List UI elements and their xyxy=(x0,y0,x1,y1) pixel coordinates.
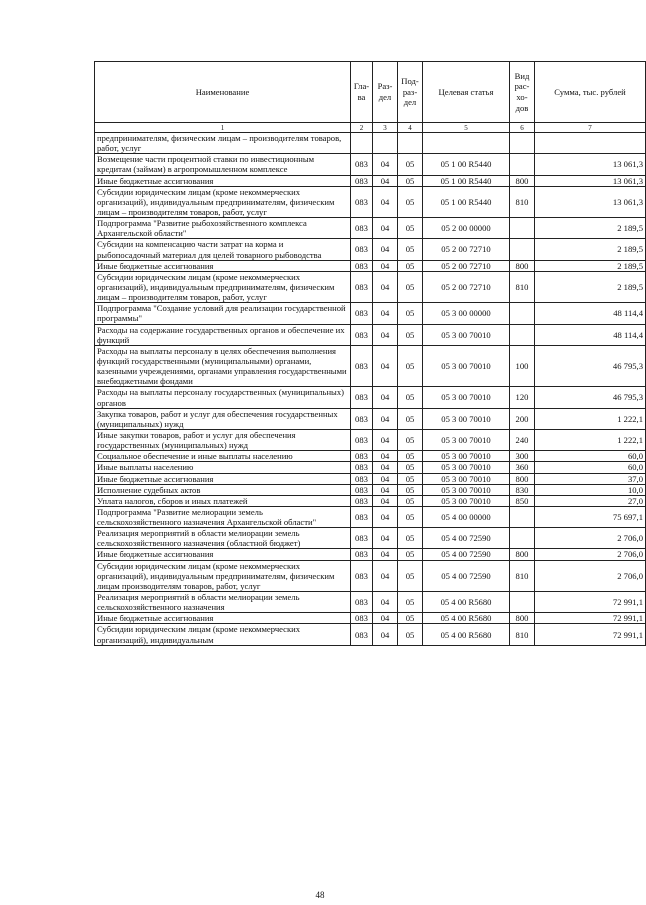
column-number: 6 xyxy=(510,123,535,133)
row-name-cell: Иные выплаты населению xyxy=(95,462,351,473)
row-summa-cell: 1 222,1 xyxy=(535,408,646,429)
row-summa-cell: 75 697,1 xyxy=(535,506,646,527)
row-celevaya-cell: 05 3 00 70010 xyxy=(423,495,510,506)
row-name-cell: Закупка товаров, работ и услуг для обеспечения государственных (муниципальных) нужд xyxy=(95,408,351,429)
page-number: 48 xyxy=(315,890,325,900)
row-celevaya-cell: 05 4 00 R5680 xyxy=(423,624,510,645)
row-celevaya-cell: 05 4 00 72590 xyxy=(423,560,510,591)
table-row xyxy=(95,324,646,345)
table-row xyxy=(95,271,646,302)
row-celevaya-cell: 05 3 00 70010 xyxy=(423,429,510,450)
row-razdel-cell: 04 xyxy=(373,592,398,613)
row-name-cell: предпринимателям, физическим лицам – производителям товаров, работ, услуг xyxy=(95,133,351,154)
row-podrazdel-cell: 05 xyxy=(398,186,423,217)
row-podrazdel-cell: 05 xyxy=(398,528,423,549)
row-summa-cell: 1 222,1 xyxy=(535,429,646,450)
row-name-cell: Реализация мероприятий в области мелиорации земель сельскохозяйственного назначения xyxy=(95,592,351,613)
table-row xyxy=(95,495,646,506)
row-razdel-cell: 04 xyxy=(373,303,398,324)
table-row xyxy=(95,451,646,462)
row-summa-cell: 13 061,3 xyxy=(535,154,646,175)
row-vid-cell: 800 xyxy=(510,473,535,484)
row-glava-cell: 083 xyxy=(351,560,373,591)
row-glava-cell: 083 xyxy=(351,473,373,484)
row-podrazdel-cell: 05 xyxy=(398,560,423,591)
table-row xyxy=(95,345,646,387)
table-row xyxy=(95,473,646,484)
row-vid-cell: 810 xyxy=(510,624,535,645)
row-podrazdel-cell: 05 xyxy=(398,271,423,302)
header-row xyxy=(95,62,646,123)
row-vid-cell: 240 xyxy=(510,429,535,450)
header-glava: Гла-ва xyxy=(351,62,373,123)
row-glava-cell: 083 xyxy=(351,624,373,645)
row-summa-cell: 46 795,3 xyxy=(535,387,646,408)
row-podrazdel-cell: 05 xyxy=(398,549,423,560)
row-podrazdel-cell: 05 xyxy=(398,387,423,408)
row-podrazdel-cell: 05 xyxy=(398,429,423,450)
table-body xyxy=(95,133,646,646)
row-name-cell: Субсидии юридическим лицам (кроме некоммерческих организаций), индивидуальным предпринимателям, физическим лицам производителям товаров, работ, услуг xyxy=(95,560,351,591)
column-number-row xyxy=(95,123,646,133)
row-razdel-cell: 04 xyxy=(373,484,398,495)
row-summa-cell: 2 189,5 xyxy=(535,260,646,271)
row-glava-cell: 083 xyxy=(351,218,373,239)
table-row xyxy=(95,154,646,175)
row-razdel-cell: 04 xyxy=(373,239,398,260)
row-summa-cell: 60,0 xyxy=(535,462,646,473)
row-podrazdel-cell: 05 xyxy=(398,484,423,495)
row-summa-cell: 48 114,4 xyxy=(535,324,646,345)
row-name-cell: Иные бюджетные ассигнования xyxy=(95,549,351,560)
row-vid-cell: 810 xyxy=(510,560,535,591)
row-razdel-cell: 04 xyxy=(373,387,398,408)
row-podrazdel-cell: 05 xyxy=(398,303,423,324)
row-podrazdel-cell: 05 xyxy=(398,592,423,613)
table-row xyxy=(95,303,646,324)
column-number: 7 xyxy=(535,123,646,133)
table-row xyxy=(95,528,646,549)
table-row xyxy=(95,218,646,239)
row-razdel-cell: 04 xyxy=(373,324,398,345)
header-name: Наименование xyxy=(95,62,351,123)
row-glava-cell: 083 xyxy=(351,186,373,217)
row-summa-cell: 2 706,0 xyxy=(535,549,646,560)
row-vid-cell xyxy=(510,239,535,260)
table-row xyxy=(95,429,646,450)
row-razdel-cell: 04 xyxy=(373,218,398,239)
row-vid-cell xyxy=(510,218,535,239)
row-glava-cell: 083 xyxy=(351,175,373,186)
row-celevaya-cell: 05 1 00 R5440 xyxy=(423,154,510,175)
row-razdel-cell: 04 xyxy=(373,613,398,624)
row-celevaya-cell: 05 3 00 70010 xyxy=(423,473,510,484)
row-name-cell: Субсидии юридическим лицам (кроме некоммерческих организаций), индивидуальным предпринимателям, физическим лицам – производителям товаров, работ, услуг xyxy=(95,186,351,217)
row-vid-cell xyxy=(510,528,535,549)
row-celevaya-cell: 05 2 00 72710 xyxy=(423,239,510,260)
row-celevaya-cell: 05 3 00 70010 xyxy=(423,408,510,429)
row-name-cell: Расходы на содержание государственных органов и обеспечение их функций xyxy=(95,324,351,345)
row-podrazdel-cell: 05 xyxy=(398,613,423,624)
row-glava-cell: 083 xyxy=(351,462,373,473)
row-summa-cell: 72 991,1 xyxy=(535,624,646,645)
row-name-cell: Иные бюджетные ассигнования xyxy=(95,175,351,186)
row-vid-cell: 800 xyxy=(510,549,535,560)
row-celevaya-cell: 05 3 00 70010 xyxy=(423,345,510,387)
row-summa-cell: 2 706,0 xyxy=(535,528,646,549)
row-name-cell: Расходы на выплаты персоналу государственных (муниципальных) органов xyxy=(95,387,351,408)
row-podrazdel-cell: 05 xyxy=(398,462,423,473)
row-glava-cell: 083 xyxy=(351,345,373,387)
header-celevaya: Целевая статья xyxy=(423,62,510,123)
row-celevaya-cell: 05 3 00 70010 xyxy=(423,324,510,345)
row-vid-cell: 300 xyxy=(510,451,535,462)
row-summa-cell: 2 706,0 xyxy=(535,560,646,591)
row-razdel-cell: 04 xyxy=(373,451,398,462)
row-summa-cell: 2 189,5 xyxy=(535,218,646,239)
row-vid-cell xyxy=(510,133,535,154)
row-vid-cell xyxy=(510,324,535,345)
row-summa-cell: 60,0 xyxy=(535,451,646,462)
table-row xyxy=(95,624,646,645)
row-summa-cell: 2 189,5 xyxy=(535,271,646,302)
row-name-cell: Иные закупки товаров, работ и услуг для обеспечения государственных (муниципальных) нужд xyxy=(95,429,351,450)
row-podrazdel-cell: 05 xyxy=(398,624,423,645)
row-glava-cell xyxy=(351,133,373,154)
row-name-cell: Субсидии юридическим лицам (кроме некоммерческих организаций), индивидуальным xyxy=(95,624,351,645)
table-row xyxy=(95,613,646,624)
row-summa-cell: 2 189,5 xyxy=(535,239,646,260)
row-podrazdel-cell: 05 xyxy=(398,154,423,175)
row-podrazdel-cell: 05 xyxy=(398,345,423,387)
row-celevaya-cell: 05 4 00 00000 xyxy=(423,506,510,527)
row-vid-cell: 810 xyxy=(510,271,535,302)
row-name-cell: Реализация мероприятий в области мелиорации земель сельскохозяйственного назначения (областной бюджет) xyxy=(95,528,351,549)
row-vid-cell: 830 xyxy=(510,484,535,495)
row-razdel-cell: 04 xyxy=(373,186,398,217)
row-celevaya-cell: 05 1 00 R5440 xyxy=(423,186,510,217)
row-vid-cell xyxy=(510,154,535,175)
row-name-cell: Возмещение части процентной ставки по инвестиционным кредитам (займам) в агропромышленном комплексе xyxy=(95,154,351,175)
row-podrazdel-cell: 05 xyxy=(398,451,423,462)
row-glava-cell: 083 xyxy=(351,408,373,429)
row-vid-cell: 850 xyxy=(510,495,535,506)
table-row xyxy=(95,484,646,495)
row-vid-cell: 800 xyxy=(510,613,535,624)
row-celevaya-cell: 05 2 00 72710 xyxy=(423,271,510,302)
row-glava-cell: 083 xyxy=(351,271,373,302)
row-glava-cell: 083 xyxy=(351,239,373,260)
header-podrazdel: Под-раз-дел xyxy=(398,62,423,123)
row-glava-cell: 083 xyxy=(351,506,373,527)
row-glava-cell: 083 xyxy=(351,324,373,345)
row-summa-cell xyxy=(535,133,646,154)
row-glava-cell: 083 xyxy=(351,303,373,324)
row-glava-cell: 083 xyxy=(351,484,373,495)
row-razdel-cell: 04 xyxy=(373,473,398,484)
row-razdel-cell: 04 xyxy=(373,506,398,527)
row-podrazdel-cell: 05 xyxy=(398,175,423,186)
row-vid-cell xyxy=(510,506,535,527)
row-razdel-cell xyxy=(373,133,398,154)
row-summa-cell: 13 061,3 xyxy=(535,186,646,217)
row-razdel-cell: 04 xyxy=(373,462,398,473)
row-name-cell: Расходы на выплаты персоналу в целях обеспечения выполнения функций государственными (муниципальными) органами, казенными учреждениями, органами управления государственными внебюджетными фондами xyxy=(95,345,351,387)
row-podrazdel-cell: 05 xyxy=(398,408,423,429)
row-razdel-cell: 04 xyxy=(373,345,398,387)
table-row xyxy=(95,592,646,613)
row-name-cell: Иные бюджетные ассигнования xyxy=(95,613,351,624)
row-vid-cell: 800 xyxy=(510,260,535,271)
row-summa-cell: 27,0 xyxy=(535,495,646,506)
row-podrazdel-cell: 05 xyxy=(398,473,423,484)
row-celevaya-cell: 05 3 00 70010 xyxy=(423,387,510,408)
row-vid-cell: 810 xyxy=(510,186,535,217)
row-vid-cell: 800 xyxy=(510,175,535,186)
table-row xyxy=(95,175,646,186)
row-vid-cell xyxy=(510,592,535,613)
row-razdel-cell: 04 xyxy=(373,260,398,271)
header-summa: Сумма, тыс. рублей xyxy=(535,62,646,123)
row-celevaya-cell xyxy=(423,133,510,154)
row-glava-cell: 083 xyxy=(351,613,373,624)
row-name-cell: Подпрограмма "Создание условий для реализации государственной программы" xyxy=(95,303,351,324)
table-row xyxy=(95,260,646,271)
row-celevaya-cell: 05 4 00 72590 xyxy=(423,549,510,560)
row-razdel-cell: 04 xyxy=(373,429,398,450)
row-summa-cell: 46 795,3 xyxy=(535,345,646,387)
row-celevaya-cell: 05 3 00 70010 xyxy=(423,484,510,495)
column-number: 2 xyxy=(351,123,373,133)
row-glava-cell: 083 xyxy=(351,154,373,175)
row-podrazdel-cell: 05 xyxy=(398,324,423,345)
row-summa-cell: 13 061,3 xyxy=(535,175,646,186)
row-razdel-cell: 04 xyxy=(373,408,398,429)
row-celevaya-cell: 05 1 00 R5440 xyxy=(423,175,510,186)
column-number: 4 xyxy=(398,123,423,133)
row-razdel-cell: 04 xyxy=(373,624,398,645)
row-name-cell: Субсидии на компенсацию части затрат на корма и рыбопосадочный материал для целей товарного рыбоводства xyxy=(95,239,351,260)
row-celevaya-cell: 05 2 00 72710 xyxy=(423,260,510,271)
row-summa-cell: 72 991,1 xyxy=(535,613,646,624)
row-celevaya-cell: 05 3 00 00000 xyxy=(423,303,510,324)
table-row xyxy=(95,506,646,527)
table-row xyxy=(95,560,646,591)
column-number: 1 xyxy=(95,123,351,133)
row-summa-cell: 48 114,4 xyxy=(535,303,646,324)
table-row xyxy=(95,186,646,217)
row-podrazdel-cell: 05 xyxy=(398,260,423,271)
row-glava-cell: 083 xyxy=(351,592,373,613)
row-razdel-cell: 04 xyxy=(373,495,398,506)
row-summa-cell: 72 991,1 xyxy=(535,592,646,613)
row-podrazdel-cell: 05 xyxy=(398,506,423,527)
row-glava-cell: 083 xyxy=(351,260,373,271)
table-row xyxy=(95,133,646,154)
row-glava-cell: 083 xyxy=(351,387,373,408)
row-name-cell: Социальное обеспечение и иные выплаты населению xyxy=(95,451,351,462)
row-vid-cell: 100 xyxy=(510,345,535,387)
row-name-cell: Исполнение судебных актов xyxy=(95,484,351,495)
row-name-cell: Подпрограмма "Развитие рыбохозяйственного комплекса Архангельской области" xyxy=(95,218,351,239)
table-row xyxy=(95,239,646,260)
row-razdel-cell: 04 xyxy=(373,175,398,186)
row-summa-cell: 10,0 xyxy=(535,484,646,495)
row-name-cell: Иные бюджетные ассигнования xyxy=(95,473,351,484)
row-razdel-cell: 04 xyxy=(373,549,398,560)
table-row xyxy=(95,549,646,560)
row-vid-cell: 120 xyxy=(510,387,535,408)
column-number: 3 xyxy=(373,123,398,133)
row-razdel-cell: 04 xyxy=(373,271,398,302)
row-podrazdel-cell: 05 xyxy=(398,495,423,506)
row-glava-cell: 083 xyxy=(351,528,373,549)
row-razdel-cell: 04 xyxy=(373,154,398,175)
row-name-cell: Субсидии юридическим лицам (кроме некоммерческих организаций), индивидуальным предпринимателям, физическим лицам – производителям товаров, работ, услуг xyxy=(95,271,351,302)
row-celevaya-cell: 05 4 00 R5680 xyxy=(423,613,510,624)
row-vid-cell xyxy=(510,303,535,324)
budget-table xyxy=(94,61,646,646)
row-glava-cell: 083 xyxy=(351,451,373,462)
table-row xyxy=(95,387,646,408)
row-celevaya-cell: 05 4 00 R5680 xyxy=(423,592,510,613)
row-glava-cell: 083 xyxy=(351,495,373,506)
row-podrazdel-cell: 05 xyxy=(398,239,423,260)
row-glava-cell: 083 xyxy=(351,549,373,560)
row-podrazdel-cell xyxy=(398,133,423,154)
column-number: 5 xyxy=(423,123,510,133)
row-podrazdel-cell: 05 xyxy=(398,218,423,239)
table-row xyxy=(95,462,646,473)
header-vid: Вид рас-хо-дов xyxy=(510,62,535,123)
row-celevaya-cell: 05 3 00 70010 xyxy=(423,462,510,473)
row-razdel-cell: 04 xyxy=(373,560,398,591)
row-summa-cell: 37,0 xyxy=(535,473,646,484)
row-vid-cell: 200 xyxy=(510,408,535,429)
row-razdel-cell: 04 xyxy=(373,528,398,549)
row-celevaya-cell: 05 3 00 70010 xyxy=(423,451,510,462)
header-razdel: Раз-дел xyxy=(373,62,398,123)
row-name-cell: Подпрограмма "Развитие мелиорации земель сельскохозяйственного назначения Архангельской области" xyxy=(95,506,351,527)
row-celevaya-cell: 05 4 00 72590 xyxy=(423,528,510,549)
row-celevaya-cell: 05 2 00 00000 xyxy=(423,218,510,239)
row-glava-cell: 083 xyxy=(351,429,373,450)
row-name-cell: Уплата налогов, сборов и иных платежей xyxy=(95,495,351,506)
table-row xyxy=(95,408,646,429)
row-vid-cell: 360 xyxy=(510,462,535,473)
row-name-cell: Иные бюджетные ассигнования xyxy=(95,260,351,271)
